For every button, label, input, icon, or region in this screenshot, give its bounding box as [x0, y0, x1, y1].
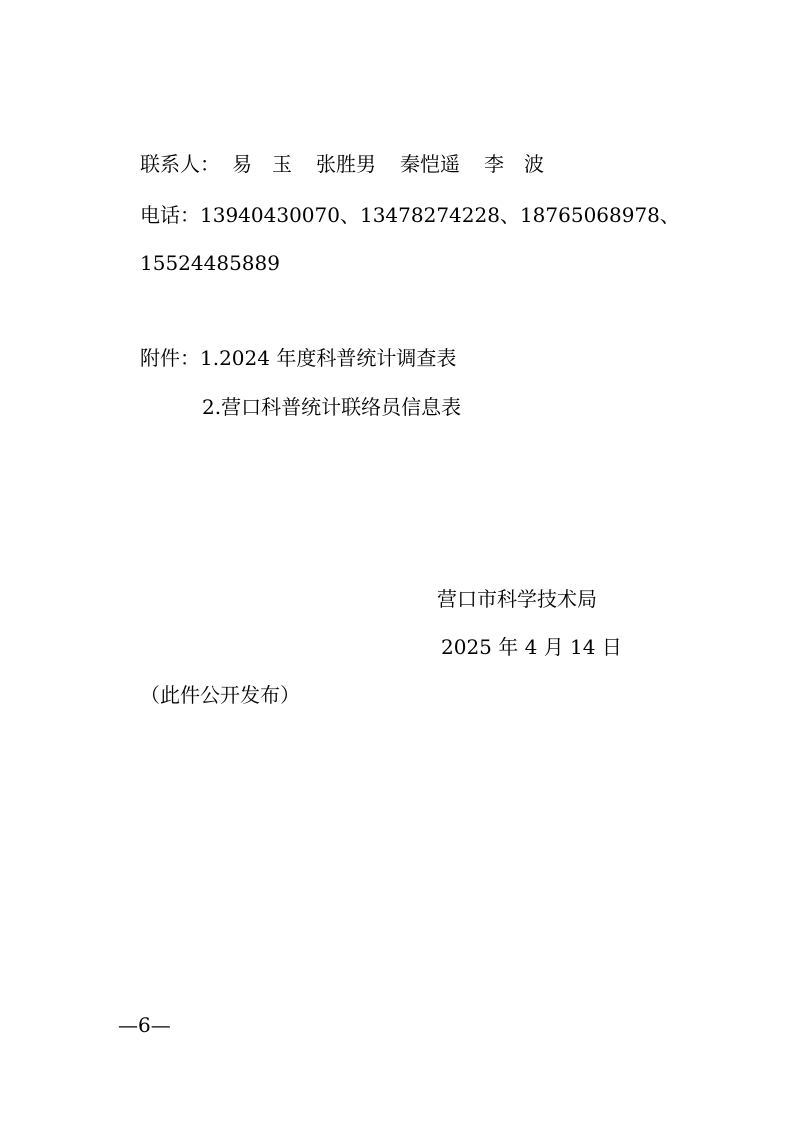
- phone-numbers-line-2: 15524485889: [140, 251, 280, 275]
- contact-name: 秦恺遥: [400, 152, 460, 176]
- contact-persons: [140, 154, 568, 174]
- contact-name: 李 波: [484, 152, 544, 176]
- contact-name: 张胜男: [316, 152, 376, 176]
- contact-label: 联系人：: [140, 152, 220, 176]
- attachment-item-1: 附件：1.2024 年度科普统计调查表: [140, 346, 457, 370]
- attachment-item-2: 2.营口科普统计联络员信息表: [202, 395, 462, 419]
- page-number: —6—: [118, 1013, 171, 1037]
- contact-name: 易 玉: [232, 152, 292, 176]
- issue-date: 2025 年 4 月 14 日: [441, 635, 622, 659]
- publication-note: （此件公开发布）: [140, 683, 300, 707]
- phone-numbers-line-1: 电话：13940430070、13478274228、18765068978、: [140, 203, 680, 227]
- issuing-authority: 营口市科学技术局: [437, 587, 597, 611]
